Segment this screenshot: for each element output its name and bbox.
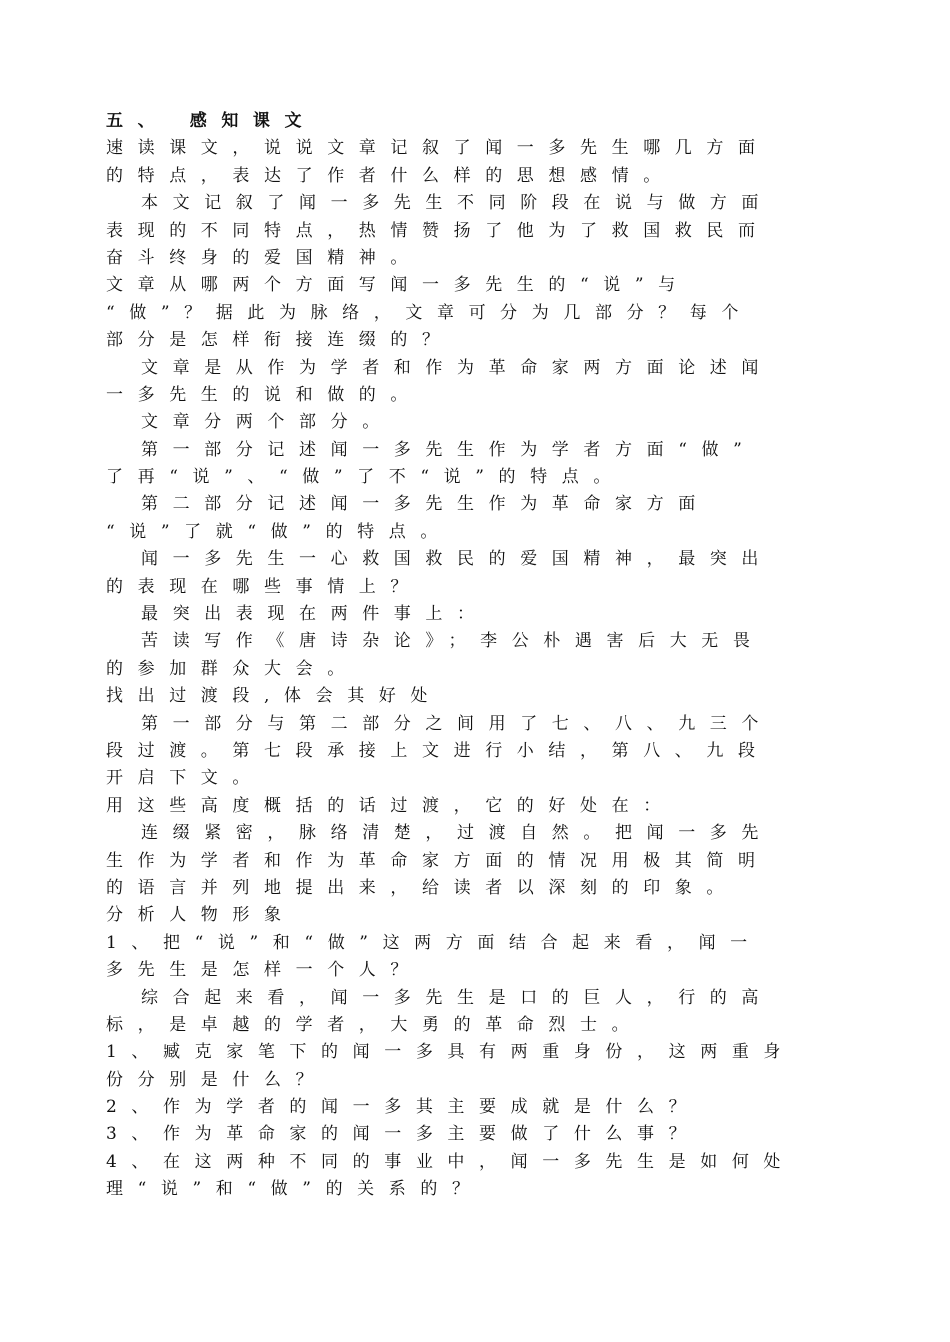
text-line: 4、在这两种不同的事业中，闻一多先生是如何处	[106, 1151, 796, 1172]
text-line: 苦读写作《唐诗杂论》；李公朴遇害后大无畏	[141, 631, 765, 652]
text-line: 连缀紧密，脉络清楚，过渡自然。把闻一多先	[141, 823, 773, 844]
text-line: 最突出表现在两件事上：	[141, 604, 489, 625]
text-line: “说”了就“做”的特点。	[106, 521, 452, 542]
text-line: “做”？据此为脉络，文章可分为几部分？每个	[106, 302, 753, 323]
text-line: 闻一多先生一心救国救民的爱国精神，最突出	[141, 549, 773, 570]
text-line: 用这些高度概括的话过渡，它的好处在：	[106, 795, 675, 816]
text-line: 本文记叙了闻一多先生不同阶段在说与做方面	[141, 193, 773, 214]
text-line: 文章从哪两个方面写闻一多先生的“说”与	[106, 275, 690, 296]
text-line: 生作为学者和作为革命家方面的情况用极其简明	[106, 850, 770, 871]
text-line: 段过渡。第七段承接上文进行小结，第八、九段	[106, 740, 770, 761]
section-heading: 五、 感知课文	[106, 111, 317, 131]
text-line: 多先生是怎样一个人？	[106, 960, 422, 981]
text-line: 第二部分记述闻一多先生作为革命家方面	[141, 494, 710, 515]
text-line: 奋斗终身的爱国精神。	[106, 247, 422, 268]
text-line: 1、把“说”和“做”这两方面结合起来看，闻一	[106, 932, 762, 953]
text-line: 分析人物形象	[106, 905, 296, 926]
text-line: 2、作为学者的闻一多其主要成就是什么？	[106, 1097, 701, 1118]
text-line: 份分别是什么？	[106, 1069, 328, 1090]
text-line: 文章是从作为学者和作为革命家两方面论述闻	[141, 357, 773, 378]
text-line: 了再“说”、“做”了不“说”的特点。	[106, 467, 625, 488]
text-line: 一多先生的说和做的。	[106, 384, 422, 405]
text-line: 综合起来看，闻一多先生是口的巨人，行的高	[141, 987, 773, 1008]
text-line: 的表现在哪些事情上？	[106, 576, 422, 597]
text-line: 的参加群众大会。	[106, 658, 359, 679]
text-line: 开启下文。	[106, 768, 264, 789]
text-line: 的语言并列地提出来，给读者以深刻的印象。	[106, 877, 738, 898]
text-line: 标，是卓越的学者，大勇的革命烈士。	[106, 1014, 644, 1035]
text-line: 1、臧克家笔下的闻一多具有两重身份，这两重身	[106, 1042, 796, 1063]
text-line: 理“说”和“做”的关系的？	[106, 1179, 484, 1200]
text-line: 部分是怎样衔接连缀的？	[106, 330, 454, 351]
document-body	[106, 108, 836, 1204]
text-line: 找出过渡段,体会其好处	[106, 686, 443, 707]
text-line: 表现的不同特点，热情赞扬了他为了救国救民而	[106, 220, 770, 241]
text-line: 第一部分记述闻一多先生作为学者方面“做”	[141, 439, 757, 460]
text-line: 文章分两个部分。	[141, 412, 394, 433]
text-line: 第一部分与第二部分之间用了七、八、九三个	[141, 713, 773, 734]
text-line: 速读课文，说说文章记叙了闻一多先生哪几方面	[106, 138, 770, 159]
text-line: 的特点，表达了作者什么样的思想感情。	[106, 165, 675, 186]
text-line: 3、作为革命家的闻一多主要做了什么事？	[106, 1124, 701, 1145]
